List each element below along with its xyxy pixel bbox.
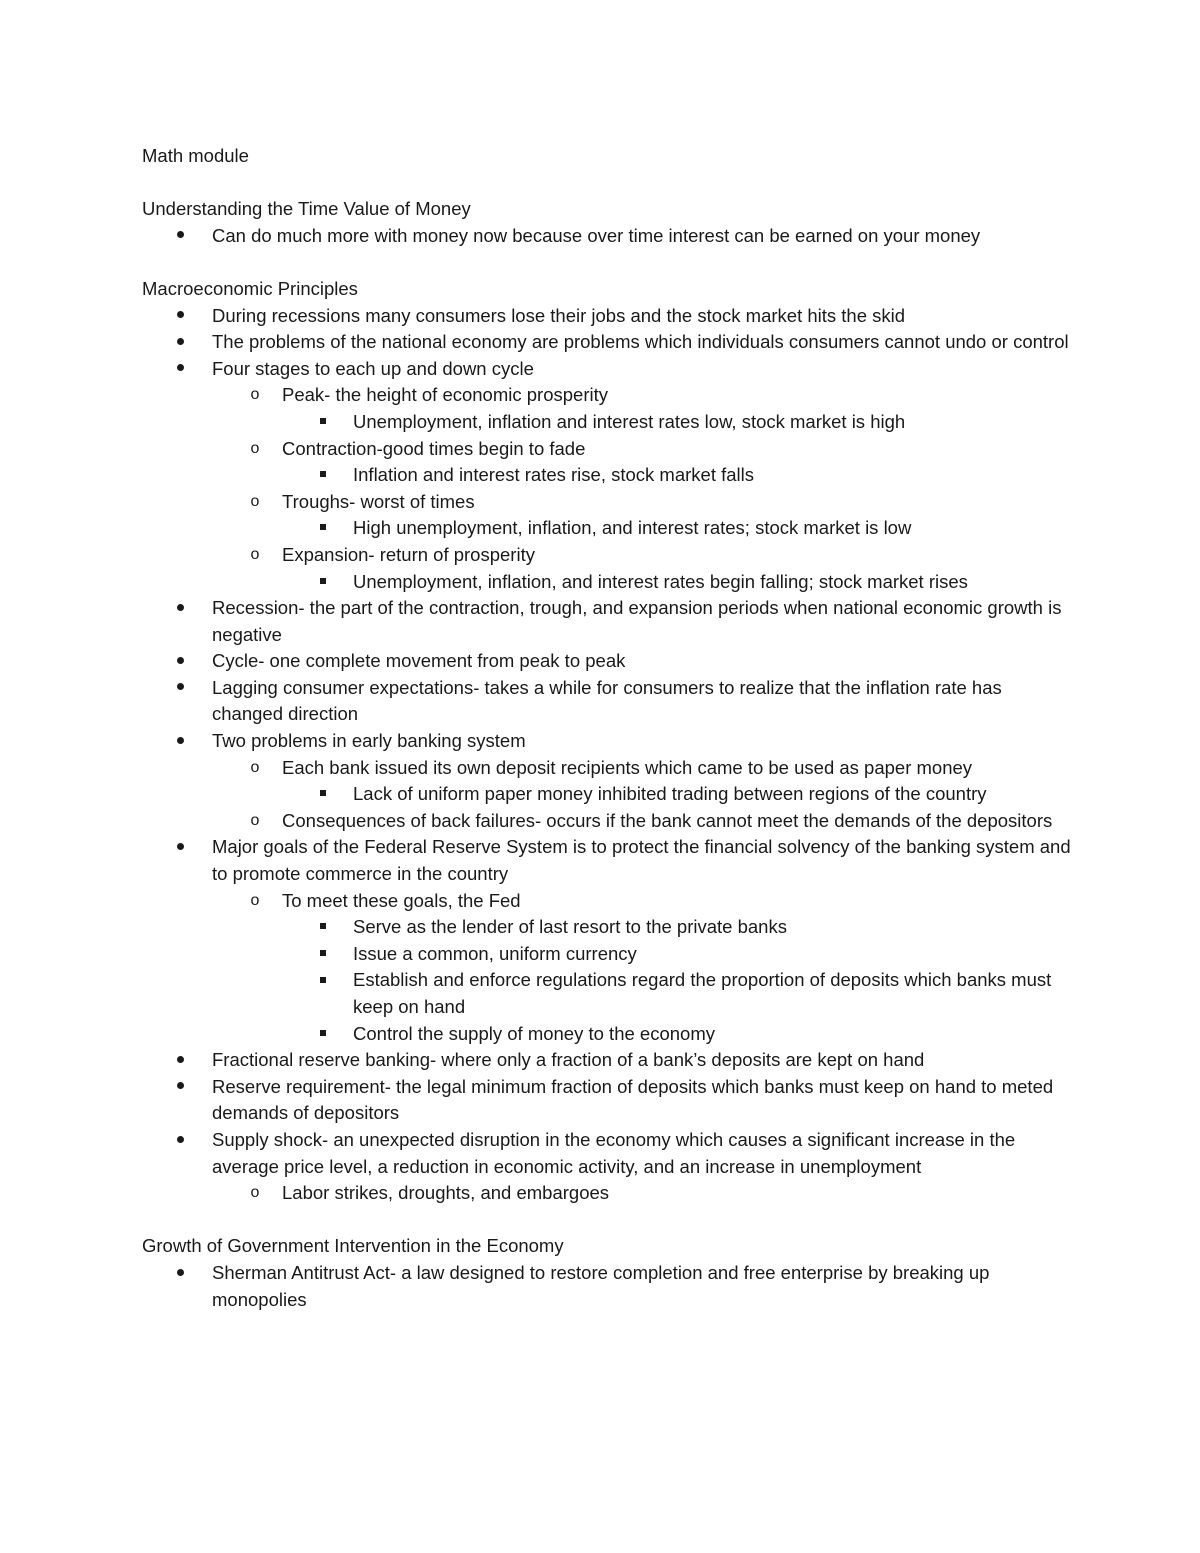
- document-title: Math module: [142, 145, 249, 166]
- spacer: [142, 249, 1072, 276]
- list-item-level-3: [142, 515, 1072, 542]
- list-item-level-2: [142, 489, 1072, 516]
- list-item-text: Unemployment, inflation and interest rates low, stock market is high: [353, 410, 906, 432]
- list-item-level-1: [142, 595, 1072, 648]
- bullet-circle-icon: o: [250, 386, 260, 404]
- section-heading: Understanding the Time Value of Money: [142, 198, 471, 220]
- bullet-dot-icon: [170, 303, 190, 330]
- list-item-level-1: [142, 1047, 1072, 1074]
- bullet-dot-icon: [170, 1127, 190, 1154]
- bullet-dot-icon: [170, 1260, 190, 1287]
- section-heading: Growth of Government Intervention in the Economy: [142, 1235, 564, 1257]
- list-item-level-3: [142, 409, 1072, 436]
- bullet-circle-icon: o: [250, 545, 260, 563]
- list-item-text: Serve as the lender of last resort to the private banks: [353, 916, 787, 938]
- bullet-square-icon: [313, 409, 333, 436]
- list-item-text: During recessions many consumers lose their jobs and the stock market hits the skid: [212, 304, 906, 326]
- list-item-text: Unemployment, inflation, and interest rates begin falling; stock market rises: [353, 570, 968, 592]
- bullet-square-icon: [313, 967, 333, 994]
- list-item-level-1: [142, 356, 1072, 383]
- bullet-dot-icon: [170, 728, 190, 755]
- list-item-text: Control the supply of money to the economy: [353, 1022, 715, 1044]
- list-item-text: Issue a common, uniform currency: [353, 942, 637, 964]
- bullet-square-icon: [313, 569, 333, 596]
- list-item-level-1: [142, 728, 1072, 755]
- list-item-text: Troughs- worst of times: [282, 490, 475, 512]
- section-heading: Macroeconomic Principles: [142, 277, 358, 299]
- list-item-level-3: [142, 1021, 1072, 1048]
- list-item-level-1: [142, 329, 1072, 356]
- section: [142, 276, 1072, 1207]
- list-item-text: Consequences of back failures- occurs if the bank cannot meet the demands of the depositors: [282, 809, 1053, 831]
- bullet-dot-icon: [170, 675, 190, 702]
- bullet-square-icon: [313, 914, 333, 941]
- list-item-text: Recession- the part of the contraction, trough, and expansion periods when national economic growth is negative: [212, 597, 1062, 645]
- list-item-text: Supply shock- an unexpected disruption in the economy which causes a significant increase in the average price level, a reduction in economic activity, and an increase in unemployment: [212, 1128, 1016, 1177]
- list-item-level-2: [142, 436, 1072, 463]
- list-item-level-3: [142, 941, 1072, 968]
- list-item-text: Labor strikes, droughts, and embargoes: [282, 1182, 610, 1204]
- list-item-level-1: [142, 223, 1072, 250]
- bullet-circle-icon: o: [250, 811, 260, 829]
- list-item-text: Two problems in early banking system: [212, 730, 526, 752]
- list-item-level-3: [142, 967, 1072, 1020]
- section: [142, 1233, 1072, 1313]
- list-item-text: Establish and enforce regulations regard the proportion of deposits which banks must keep on hand: [353, 969, 1052, 1017]
- list-item-text: Fractional reserve banking- where only a fraction of a bank’s deposits are kept on hand: [212, 1049, 925, 1071]
- bullet-circle-icon: o: [250, 891, 260, 909]
- list-item-text: Peak- the height of economic prosperity: [282, 384, 608, 406]
- list-item-text: Expansion- return of prosperity: [282, 543, 535, 565]
- list-item-level-1: [142, 675, 1072, 728]
- list-item-text: The problems of the national economy are problems which individuals consumers cannot undo or control: [212, 331, 1069, 353]
- spacer: [142, 1207, 1072, 1234]
- list-item-text: Lagging consumer expectations- takes a while for consumers to realize that the inflation rate has changed direction: [212, 676, 1002, 725]
- bullet-square-icon: [313, 1021, 333, 1048]
- bullet-dot-icon: [170, 1074, 190, 1101]
- list-item-level-3: [142, 914, 1072, 941]
- bullet-square-icon: [313, 781, 333, 808]
- bullet-square-icon: [313, 515, 333, 542]
- bullet-circle-icon: o: [250, 492, 260, 510]
- list-item-level-2: [142, 382, 1072, 409]
- bullet-square-icon: [313, 941, 333, 968]
- list-item-level-1: [142, 834, 1072, 887]
- list-item-text: Reserve requirement- the legal minimum fraction of deposits which banks must keep on hand to meted demands of depositors: [212, 1075, 1054, 1124]
- section: [142, 196, 1072, 249]
- list-item-level-3: [142, 569, 1072, 596]
- list-item-text: High unemployment, inflation, and interest rates; stock market is low: [353, 517, 912, 539]
- list-item-text: Contraction-good times begin to fade: [282, 437, 586, 459]
- list-item-text: Each bank issued its own deposit recipients which came to be used as paper money: [282, 756, 973, 778]
- list-item-level-1: [142, 1074, 1072, 1127]
- bullet-dot-icon: [170, 834, 190, 861]
- bullet-circle-icon: o: [250, 758, 260, 776]
- list-item-text: Lack of uniform paper money inhibited trading between regions of the country: [353, 783, 987, 805]
- bullet-dot-icon: [170, 223, 190, 250]
- bullet-dot-icon: [170, 356, 190, 383]
- list-item-level-3: [142, 462, 1072, 489]
- list-item-level-2: [142, 542, 1072, 569]
- bullet-circle-icon: o: [250, 439, 260, 457]
- list-item-text: To meet these goals, the Fed: [282, 889, 521, 911]
- sections-container: [142, 196, 1072, 1313]
- list-item-level-2: [142, 1180, 1072, 1207]
- list-item-text: Major goals of the Federal Reserve System is to protect the financial solvency of the banking system and to promote commerce in the country: [212, 836, 1071, 885]
- list-item-level-2: [142, 808, 1072, 835]
- list-item-text: Cycle- one complete movement from peak to peak: [212, 650, 626, 672]
- list-item-level-2: [142, 888, 1072, 915]
- bullet-dot-icon: [170, 329, 190, 356]
- list-item-level-3: [142, 781, 1072, 808]
- list-item-level-1: [142, 1260, 1072, 1313]
- bullet-dot-icon: [170, 648, 190, 675]
- list-item-text: Sherman Antitrust Act- a law designed to restore completion and free enterprise by breaking up monopolies: [212, 1261, 990, 1310]
- list-item-level-1: [142, 303, 1072, 330]
- spacer: [142, 170, 1072, 197]
- list-item-level-2: [142, 755, 1072, 782]
- bullet-dot-icon: [170, 595, 190, 622]
- list-item-level-1: [142, 648, 1072, 675]
- bullet-dot-icon: [170, 1047, 190, 1074]
- list-item-text: Inflation and interest rates rise, stock market falls: [353, 464, 755, 486]
- document-content: [142, 143, 1072, 1313]
- bullet-square-icon: [313, 462, 333, 489]
- list-item-text: Four stages to each up and down cycle: [212, 357, 534, 379]
- list-item-level-1: [142, 1127, 1072, 1180]
- list-item-text: Can do much more with money now because over time interest can be earned on your money: [212, 224, 981, 246]
- bullet-circle-icon: o: [250, 1184, 260, 1202]
